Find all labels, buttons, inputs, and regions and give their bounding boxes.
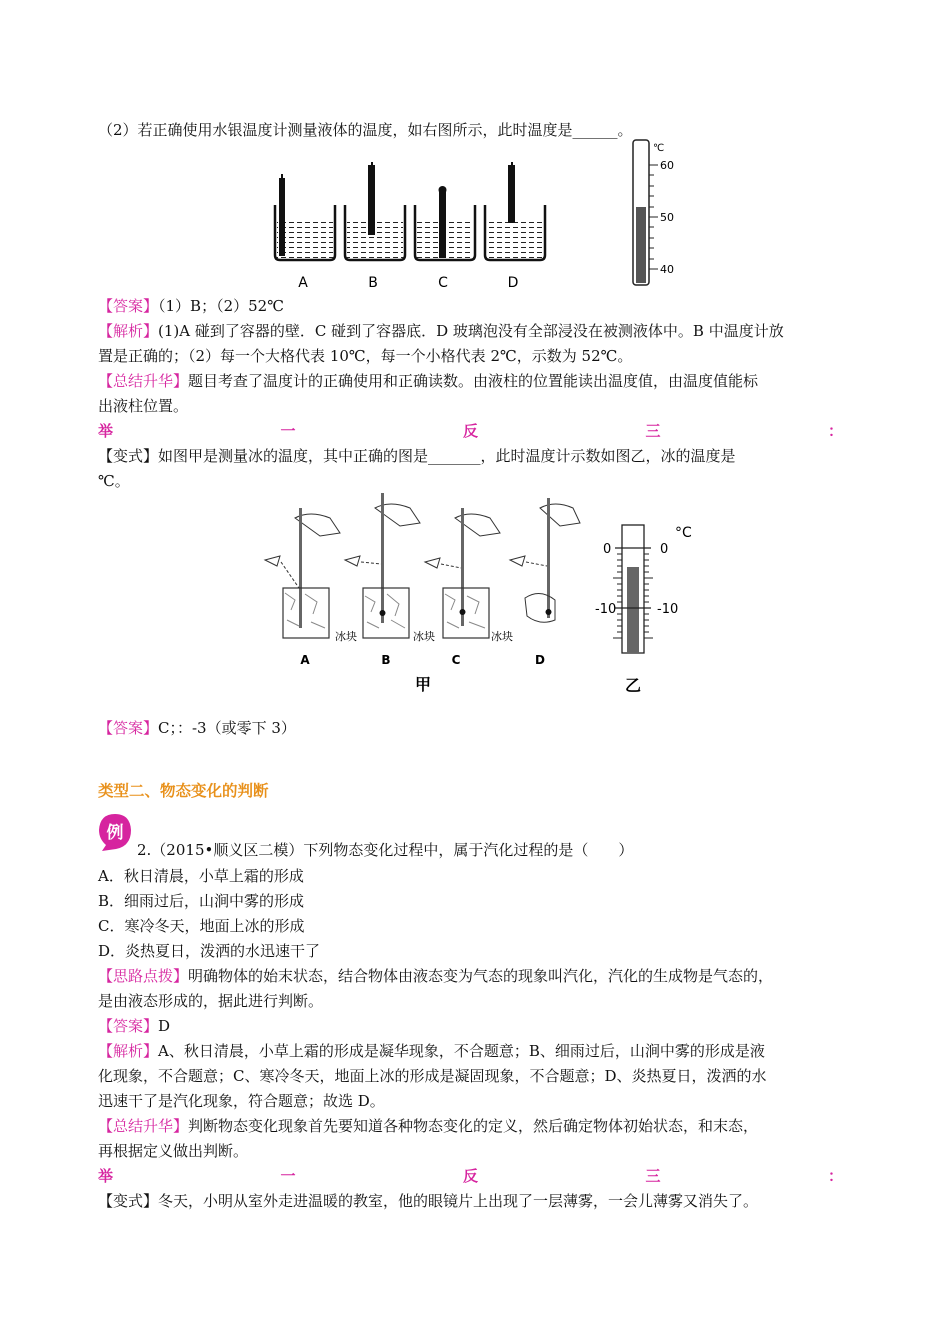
thermometer-figure xyxy=(625,135,685,290)
ice-setup-c xyxy=(425,508,513,643)
variant2-spread: 举 一 反 三 ： xyxy=(98,1167,843,1185)
thermo-unit: ℃ xyxy=(653,143,665,154)
ice-setup-a xyxy=(265,508,357,643)
fig-yi-label: 乙 xyxy=(624,676,642,695)
option-d: D．炎热夏日，泼洒的水迅速干了 xyxy=(98,942,321,960)
beaker-label-c: C xyxy=(438,275,448,291)
ice-label-b: 冰块 xyxy=(413,630,435,643)
option-a: A．秋日清晨，小草上霜的形成 xyxy=(98,867,304,885)
thermo-tick-50: 50 xyxy=(660,211,674,224)
ice-fig-label-d: D xyxy=(535,653,545,667)
ice-label-a: 冰块 xyxy=(335,630,357,643)
thermo2-right-neg10: -10 xyxy=(657,602,679,617)
fig-jia-label: 甲 xyxy=(414,675,432,693)
q1-analysis-l1: 【解析】(1)A 碰到了容器的壁．C 碰到了容器底．D 玻璃泡没有全部浸没在被测液体中。B 中温度计放 xyxy=(98,322,784,340)
variant2-text: 【变式】冬天，小明从室外走进温暖的教室，他的眼镜片上出现了一层薄雾，一会儿薄雾又消失了。 xyxy=(98,1192,759,1210)
beaker-c xyxy=(415,186,475,260)
ice-fig-label-c: C xyxy=(451,653,461,667)
thermo2-right-0: 0 xyxy=(660,542,669,557)
beaker-label-a: A xyxy=(298,275,308,291)
option-c: C．寒冷冬天，地面上冰的形成 xyxy=(98,917,305,935)
beaker-label-d: D xyxy=(507,275,519,291)
ice-setup-b xyxy=(345,493,435,643)
variant1-answer: 【答案】C；：-3（或零下 3） xyxy=(98,719,296,737)
section2-heading: 类型二、物态变化的判断 xyxy=(98,782,269,800)
section2-analysis-l1: 【解析】A、秋日清晨，小草上霜的形成是凝华现象，不合题意；B、细雨过后，山涧中雾的形成是液 xyxy=(98,1042,765,1060)
analysis-tag: 【解析】 xyxy=(98,322,159,340)
q1-answer: 【答案】（1）B；（2）52℃ xyxy=(98,297,284,315)
answer-tag: 【答案】 xyxy=(98,297,159,315)
beaker-label-b: B xyxy=(368,275,378,291)
ice-fig-label-a: A xyxy=(300,653,310,667)
ice-label-c: 冰块 xyxy=(491,630,513,643)
thermo2-left-neg10: -10 xyxy=(595,602,617,617)
section2-summary-l2: 再根据定义做出判断。 xyxy=(98,1142,249,1160)
ice-figure-jia xyxy=(255,488,585,693)
thermo2-left-0: 0 xyxy=(603,542,612,557)
variant1-text-l2: ℃。 xyxy=(98,472,130,490)
q1-summary-l2: 出液柱位置。 xyxy=(98,397,189,415)
q1-part2-text: （2）若正确使用水银温度计测量液体的温度，如右图所示，此时温度是______。 xyxy=(98,121,633,139)
section2-hint-l2: 是由液态形成的，据此进行判断。 xyxy=(98,992,324,1010)
beaker-d xyxy=(485,162,545,260)
section2-question: 2.（2015•顺义区二模）下列物态变化过程中，属于汽化过程的是（ ） xyxy=(137,841,634,859)
beakers-figure xyxy=(265,160,555,295)
section2-answer: 【答案】D xyxy=(98,1017,171,1035)
thermo2-unit: °C xyxy=(675,525,692,541)
section2-summary-l1: 【总结升华】判断物态变化现象首先要知道各种物态变化的定义，然后确定物体初始状态，和末态， xyxy=(98,1117,759,1135)
section2-analysis-l3: 迅速干了是汽化现象，符合题意；故选 D。 xyxy=(98,1092,385,1110)
thermometer-figure-yi xyxy=(595,515,700,695)
q1-summary-l1: 【总结升华】题目考查了温度计的正确使用和正确读数。由液柱的位置能读出温度值，由温度值能标 xyxy=(98,372,759,390)
example-badge-icon xyxy=(96,812,134,852)
option-b: B．细雨过后，山涧中雾的形成 xyxy=(98,892,305,910)
beaker-b xyxy=(345,162,405,260)
summary-tag: 【总结升华】 xyxy=(98,372,189,390)
variant1-text-l1: 【变式】如图甲是测量冰的温度，其中正确的图是_______，此时温度计示数如图乙，冰的温度是 xyxy=(98,447,736,465)
section2-hint-l1: 【思路点拨】明确物体的始末状态，结合物体由液态变为气态的现象叫汽化，汽化的生成物是气态的， xyxy=(98,967,774,985)
ice-fig-label-b: B xyxy=(381,653,391,667)
thermo-tick-40: 40 xyxy=(660,263,674,276)
ice-setup-d xyxy=(510,498,580,622)
q1-analysis-l2: 置是正确的；（2）每一个大格代表 10℃，每一个小格代表 2℃，示数为 52℃。 xyxy=(98,347,633,365)
example-badge-text: 例 xyxy=(106,823,124,843)
variant1-spread: 举 一 反 三 ： xyxy=(98,422,843,440)
beaker-a xyxy=(275,174,335,260)
section2-analysis-l2: 化现象，不合题意；C、寒冷冬天，地面上冰的形成是凝固现象，不合题意；D、炎热夏日，泼洒的水 xyxy=(98,1067,767,1085)
thermo-tick-60: 60 xyxy=(660,159,674,172)
